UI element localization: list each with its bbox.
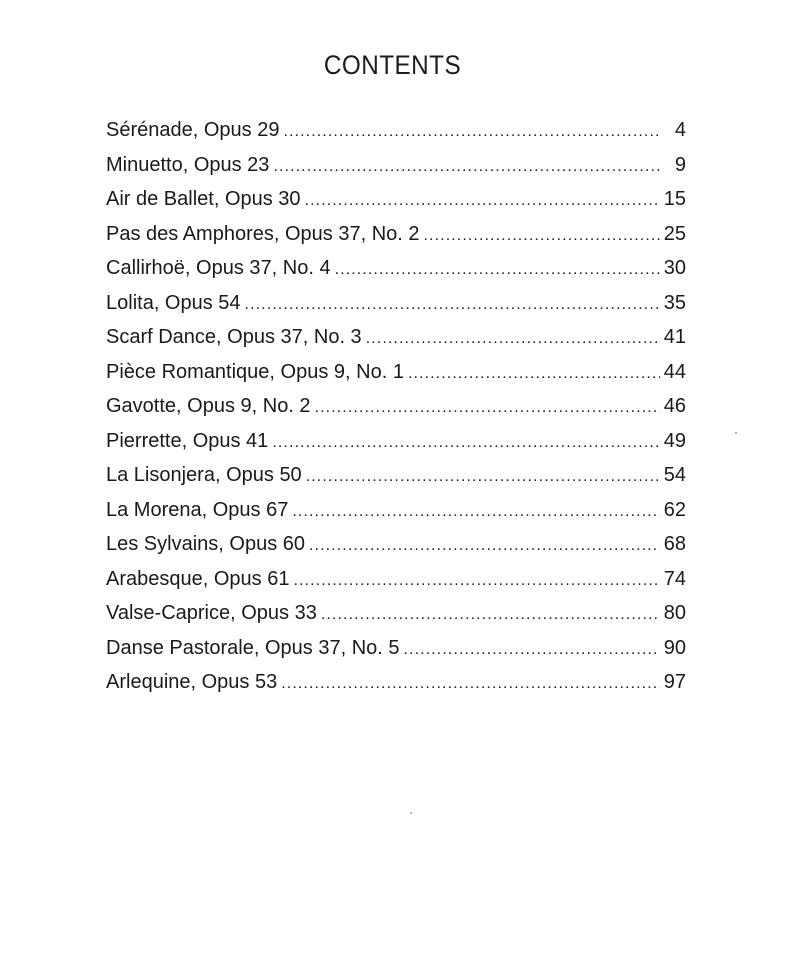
- toc-entry-title: Danse Pastorale, Opus 37, No. 5: [106, 636, 400, 659]
- toc-entry-title: Arabesque, Opus 61: [106, 567, 290, 590]
- toc-entry: [106, 148, 686, 183]
- print-speck: [410, 812, 412, 814]
- toc-entry: [106, 665, 686, 700]
- toc-entry-page-number: 46: [663, 395, 686, 417]
- toc-entry-page-number: 25: [663, 222, 686, 245]
- dot-leader: [283, 115, 660, 150]
- dot-leader: [335, 253, 660, 288]
- toc-entry-page-number: 68: [663, 533, 686, 555]
- toc-entry-title: Pas des Amphores, Opus 37, No. 2: [106, 222, 420, 245]
- toc-entry: [106, 182, 686, 217]
- toc-entry-page-number: 97: [663, 671, 686, 693]
- toc-entry-title: Les Sylvains, Opus 60: [106, 533, 305, 555]
- dot-leader: [404, 633, 661, 668]
- toc-entry-title: Minuetto, Opus 23: [106, 153, 270, 176]
- dot-leader: [273, 150, 660, 185]
- dot-leader: [293, 564, 660, 599]
- toc-entry: [106, 424, 686, 459]
- toc-entry-title: Valse-Caprice, Opus 33: [106, 602, 317, 624]
- toc-entry-page-number: 30: [663, 257, 686, 279]
- dot-leader: [306, 460, 660, 495]
- dot-leader: [272, 426, 660, 461]
- toc-entry-title: Scarf Dance, Opus 37, No. 3: [106, 326, 362, 348]
- toc-entry-title: La Lisonjera, Opus 50: [106, 464, 302, 486]
- toc-entry-page-number: 35: [663, 291, 686, 314]
- toc-entry-page-number: 9: [674, 153, 686, 176]
- toc-entry-title: Lolita, Opus 54: [106, 291, 241, 314]
- toc-entry-title: Arlequine, Opus 53: [106, 671, 278, 693]
- toc-entry: [106, 493, 686, 528]
- print-speck: [735, 432, 737, 434]
- table-of-contents: [106, 113, 686, 700]
- toc-entry-title: Pierrette, Opus 41: [106, 429, 269, 452]
- toc-entry: [106, 217, 686, 252]
- dot-leader: [366, 322, 660, 357]
- toc-entry-page-number: 44: [663, 360, 686, 383]
- toc-entry-title: Callirhoë, Opus 37, No. 4: [106, 257, 331, 279]
- toc-entry-title: Gavotte, Opus 9, No. 2: [106, 395, 311, 417]
- dot-leader: [315, 391, 660, 426]
- toc-entry-title: La Morena, Opus 67: [106, 498, 289, 521]
- toc-entry: [106, 562, 686, 597]
- toc-entry-title: Sérénade, Opus 29: [106, 119, 280, 141]
- toc-entry-title: Pièce Romantique, Opus 9, No. 1: [106, 360, 404, 383]
- dot-leader: [321, 598, 660, 633]
- toc-entry: [106, 286, 686, 321]
- toc-entry: [106, 596, 686, 631]
- toc-entry: [106, 355, 686, 390]
- toc-entry-page-number: 80: [663, 602, 686, 624]
- dot-leader: [245, 288, 660, 323]
- toc-entry: [106, 458, 686, 493]
- dot-leader: [305, 184, 660, 219]
- toc-entry: [106, 631, 686, 666]
- toc-entry: [106, 389, 686, 424]
- toc-entry: [106, 113, 686, 148]
- toc-entry-page-number: 4: [674, 119, 686, 141]
- dot-leader: [424, 219, 660, 254]
- toc-entry-page-number: 54: [663, 464, 686, 486]
- toc-entry-title: Air de Ballet, Opus 30: [106, 188, 301, 210]
- toc-entry-page-number: 62: [663, 498, 686, 521]
- toc-entry-page-number: 90: [663, 636, 686, 659]
- toc-entry: [106, 320, 686, 355]
- dot-leader: [309, 529, 660, 564]
- dot-leader: [408, 357, 660, 392]
- page-title: CONTENTS: [323, 50, 462, 80]
- toc-entry-page-number: 74: [663, 567, 686, 590]
- toc-entry: [106, 527, 686, 562]
- dot-leader: [281, 667, 660, 702]
- toc-entry-page-number: 15: [663, 188, 686, 210]
- dot-leader: [292, 495, 660, 530]
- toc-entry: [106, 251, 686, 286]
- toc-entry-page-number: 41: [663, 326, 686, 348]
- toc-entry-page-number: 49: [663, 429, 686, 452]
